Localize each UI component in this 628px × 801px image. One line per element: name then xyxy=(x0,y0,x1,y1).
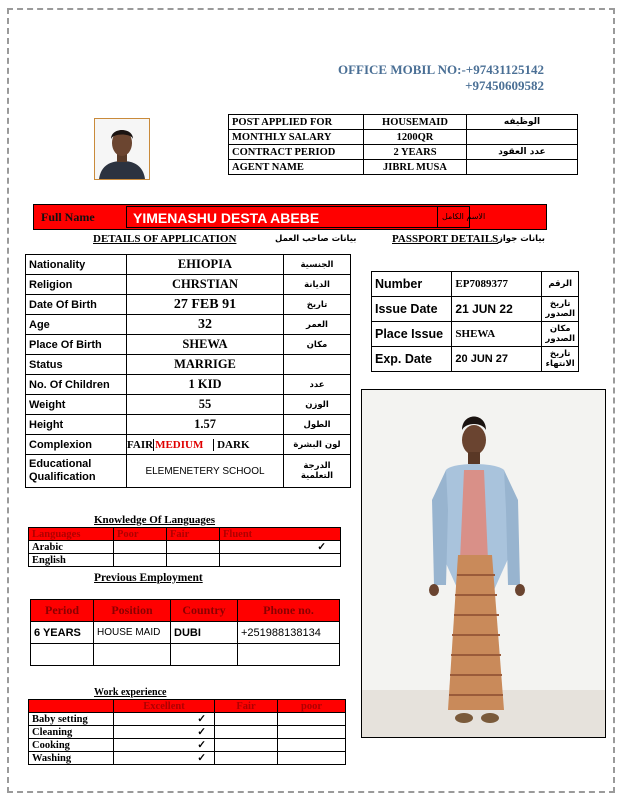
work-excellent-check: ✓ xyxy=(114,713,215,726)
complexion-options xyxy=(127,435,284,455)
details-section-title: DETAILS OF APPLICATION xyxy=(93,233,237,245)
work-excellent-check: ✓ xyxy=(114,739,215,752)
work-excellent-check: ✓ xyxy=(114,726,215,739)
full-name-value: YIMENASHU DESTA ABEBE xyxy=(126,206,470,228)
detail-label: Educational Qualification xyxy=(26,455,127,488)
detail-row xyxy=(26,315,351,335)
detail-row xyxy=(26,435,351,455)
employment-table xyxy=(30,599,340,666)
post-table xyxy=(228,114,578,175)
detail-ar: تاريخ xyxy=(284,295,351,315)
passport-label: Issue Date xyxy=(372,297,452,322)
languages-table xyxy=(28,527,341,567)
languages-title: Knowledge Of Languages xyxy=(94,514,216,526)
post-value: HOUSEMAID xyxy=(364,115,467,130)
detail-label: Nationality xyxy=(26,255,127,275)
complexion-fair: FAIR xyxy=(127,438,154,451)
passport-value: SHEWA xyxy=(452,322,542,347)
employment-header: Country xyxy=(171,600,238,622)
detail-ar: الوزن xyxy=(284,395,351,415)
detail-row xyxy=(26,375,351,395)
complexion-medium: MEDIUM xyxy=(153,439,214,451)
language-fair xyxy=(167,554,220,567)
detail-row xyxy=(26,415,351,435)
post-row xyxy=(229,160,578,175)
detail-row xyxy=(26,455,351,488)
languages-row xyxy=(29,554,341,567)
detail-value: MARRIGE xyxy=(127,355,284,375)
detail-value: ELEMENETERY SCHOOL xyxy=(127,455,284,488)
work-skill: Cooking xyxy=(29,739,114,752)
detail-ar: الجنسية xyxy=(284,255,351,275)
detail-ar: الديانة xyxy=(284,275,351,295)
languages-header-row xyxy=(29,528,341,541)
post-ar: عدد العقود xyxy=(467,145,578,160)
full-name-ar: الاسم الكامل xyxy=(437,206,542,228)
passport-row xyxy=(372,347,579,372)
detail-value: 55 xyxy=(127,395,284,415)
passport-value: 21 JUN 22 xyxy=(452,297,542,322)
work-row xyxy=(29,739,346,752)
detail-label: Religion xyxy=(26,275,127,295)
employment-header: Phone no. xyxy=(238,600,340,622)
language-fluent-check: ✓ xyxy=(220,541,341,554)
detail-row xyxy=(26,275,351,295)
employment-header: Period xyxy=(31,600,94,622)
work-table xyxy=(28,699,346,765)
details-section-ar: بيانات صاحب العمل xyxy=(275,234,357,244)
passport-ar: تاريخ الصدور xyxy=(542,297,579,322)
detail-label: Height xyxy=(26,415,127,435)
post-value: 1200QR xyxy=(364,130,467,145)
detail-ar: الدرجة التعلمية xyxy=(284,455,351,488)
languages-header: Fluent xyxy=(220,528,341,541)
employment-title: Previous Employment xyxy=(94,572,203,584)
detail-ar: الطول xyxy=(284,415,351,435)
office-mobile xyxy=(338,62,544,94)
work-skill: Baby setting xyxy=(29,713,114,726)
passport-row xyxy=(372,272,579,297)
passport-row xyxy=(372,297,579,322)
detail-ar: عدد xyxy=(284,375,351,395)
employment-header: Position xyxy=(94,600,171,622)
detail-label: Complexion xyxy=(26,435,127,455)
post-row xyxy=(229,115,578,130)
detail-label: No. Of Children xyxy=(26,375,127,395)
employment-period: 6 YEARS xyxy=(31,622,94,644)
post-label: AGENT NAME xyxy=(229,160,364,175)
detail-value: 1 KID xyxy=(127,375,284,395)
language-poor xyxy=(114,554,167,567)
work-header-row xyxy=(29,700,346,713)
post-value: JIBRL MUSA xyxy=(364,160,467,175)
post-label: CONTRACT PERIOD xyxy=(229,145,364,160)
passport-section-title: PASSPORT DETAILS xyxy=(392,233,499,245)
passport-label: Place Issue xyxy=(372,322,452,347)
work-header: Fair xyxy=(215,700,278,713)
passport-label: Exp. Date xyxy=(372,347,452,372)
office-mobile-line1: OFFICE MOBIL NO:-+97431125142 xyxy=(337,62,544,77)
detail-row xyxy=(26,255,351,275)
detail-value: 27 FEB 91 xyxy=(127,295,284,315)
employment-row xyxy=(31,622,340,644)
post-ar xyxy=(467,130,578,145)
language-fluent xyxy=(220,554,341,567)
passport-section-ar: بيانات جواز xyxy=(498,234,545,244)
employment-country: DUBI xyxy=(171,622,238,644)
full-name-bar xyxy=(33,204,547,230)
languages-header: Poor xyxy=(114,528,167,541)
applicant-photo-full xyxy=(361,389,606,738)
passport-value: 20 JUN 27 xyxy=(452,347,542,372)
detail-row xyxy=(26,295,351,315)
post-row xyxy=(229,145,578,160)
detail-row xyxy=(26,395,351,415)
post-label: POST APPLIED FOR xyxy=(229,115,364,130)
work-header: Excellent xyxy=(114,700,215,713)
detail-value: EHIOPIA xyxy=(127,255,284,275)
detail-ar: لون البشرة xyxy=(284,435,351,455)
work-skill: Washing xyxy=(29,752,114,765)
employment-phone: +251988138134 xyxy=(238,622,340,644)
full-name-label: Full Name xyxy=(41,210,95,224)
languages-header: Fair xyxy=(167,528,220,541)
detail-label: Age xyxy=(26,315,127,335)
passport-ar: تاريخ الانتهاء xyxy=(542,347,579,372)
detail-label: Weight xyxy=(26,395,127,415)
work-header xyxy=(29,700,114,713)
detail-row xyxy=(26,335,351,355)
language-fair xyxy=(167,541,220,554)
passport-label: Number xyxy=(372,272,452,297)
language-poor xyxy=(114,541,167,554)
detail-value: 1.57 xyxy=(127,415,284,435)
post-value: 2 YEARS xyxy=(364,145,467,160)
passport-table xyxy=(371,271,579,372)
work-row xyxy=(29,713,346,726)
work-header: poor xyxy=(278,700,346,713)
post-row xyxy=(229,130,578,145)
post-label: MONTHLY SALARY xyxy=(229,130,364,145)
employment-row-empty xyxy=(31,644,340,666)
work-title: Work experience xyxy=(94,687,167,698)
work-excellent-check: ✓ xyxy=(114,752,215,765)
detail-value: SHEWA xyxy=(127,335,284,355)
detail-ar: مكان xyxy=(284,335,351,355)
language-name: English xyxy=(29,554,114,567)
detail-label: Status xyxy=(26,355,127,375)
detail-row xyxy=(26,355,351,375)
applicant-photo-small xyxy=(94,118,150,180)
languages-row xyxy=(29,541,341,554)
post-ar: الوظيفه xyxy=(467,115,578,130)
passport-ar: الرقم xyxy=(542,272,579,297)
language-name: Arabic xyxy=(29,541,114,554)
detail-ar: العمر xyxy=(284,315,351,335)
passport-ar: مكان الصدور xyxy=(542,322,579,347)
languages-header: Languages xyxy=(29,528,114,541)
work-row xyxy=(29,726,346,739)
details-table xyxy=(25,254,351,488)
detail-label: Date Of Birth xyxy=(26,295,127,315)
office-mobile-line2: +97450609582 xyxy=(465,78,544,93)
complexion-dark: DARK xyxy=(217,438,250,451)
passport-row xyxy=(372,322,579,347)
post-ar xyxy=(467,160,578,175)
detail-value: 32 xyxy=(127,315,284,335)
detail-ar xyxy=(284,355,351,375)
employment-position: HOUSE MAID xyxy=(94,622,171,644)
passport-value: EP7089377 xyxy=(452,272,542,297)
detail-label: Place Of Birth xyxy=(26,335,127,355)
detail-value: CHRSTIAN xyxy=(127,275,284,295)
employment-header-row xyxy=(31,600,340,622)
work-skill: Cleaning xyxy=(29,726,114,739)
work-row xyxy=(29,752,346,765)
